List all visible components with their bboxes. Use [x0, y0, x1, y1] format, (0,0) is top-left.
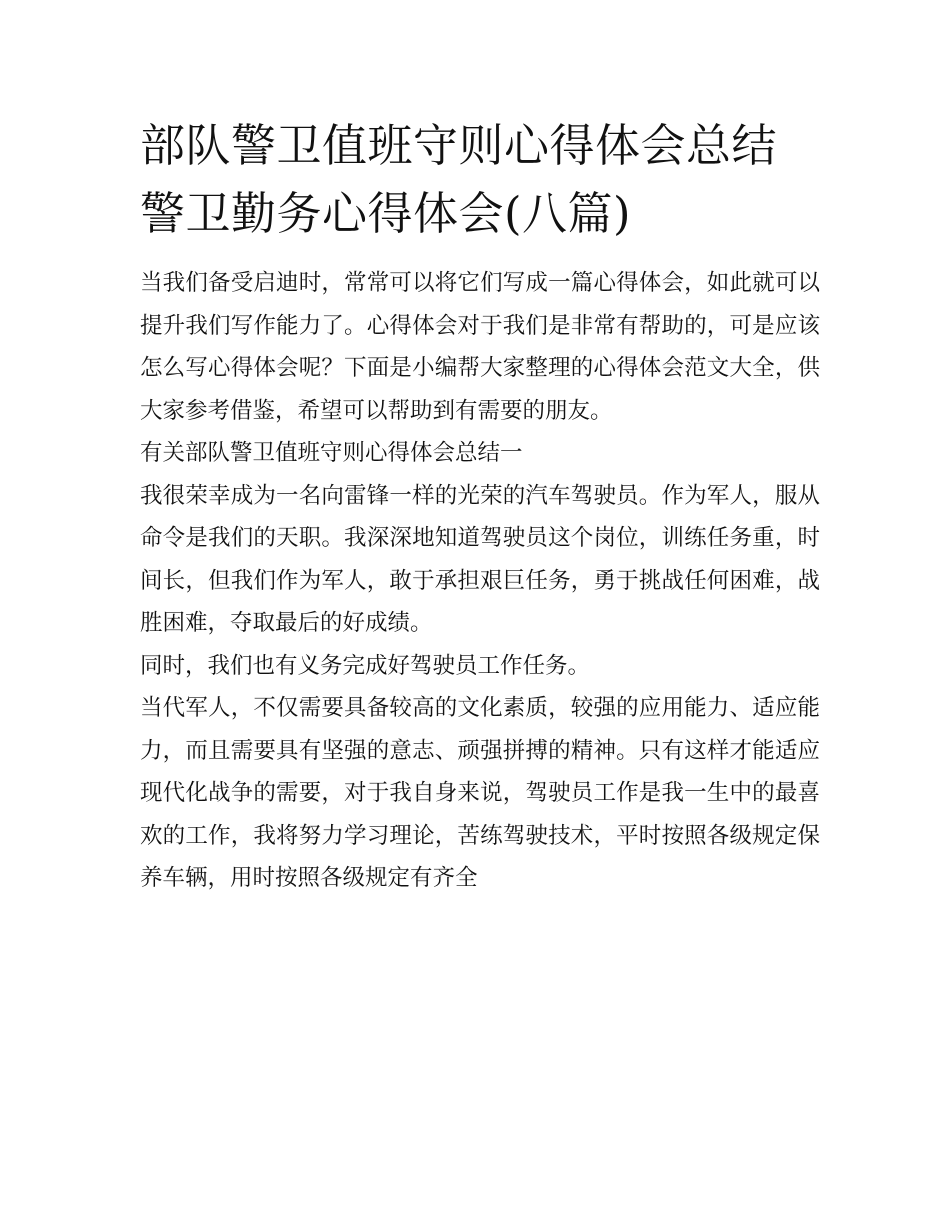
body-paragraph: 同时，我们也有义务完成好驾驶员工作任务。 [140, 652, 591, 679]
body-paragraph: 我很荣幸成为一名向雷锋一样的光荣的汽车驾驶员。作为军人，服从命令是我们的天职。我深深地知道驾驶员这个岗位，训练任务重，时间长，但我们作为军人，敢于承担艰巨任务，勇于挑战任何困难，战胜困难，夺取最后的好成绩。 [140, 482, 820, 636]
intro-paragraph: 当我们备受启迪时，常常可以将它们写成一篇心得体会，如此就可以提升我们写作能力了。心得体会对于我们是非常有帮助的，可是应该怎么写心得体会呢？下面是小编帮大家整理的心得体会范文大全，供大家参考借鉴，希望可以帮助到有需要的朋友。 [140, 270, 820, 424]
body-paragraph: 当代军人，不仅需要具备较高的文化素质，较强的应用能力、适应能力，而且需要具有坚强的意志、顽强拼搏的精神。只有这样才能适应现代化战争的需要，对于我自身来说，驾驶员工作是我一生中的最喜欢的工作，我将努力学习理论，苦练驾驶技术，平时按照各级规定保养车辆，用时按照各级规定有齐全 [140, 695, 820, 891]
section-heading: 有关部队警卫值班守则心得体会总结一 [140, 440, 523, 466]
document-body [140, 112, 820, 900]
document-title: 部队警卫值班守则心得体会总结 警卫勤务心得体会(八篇) [140, 119, 778, 240]
